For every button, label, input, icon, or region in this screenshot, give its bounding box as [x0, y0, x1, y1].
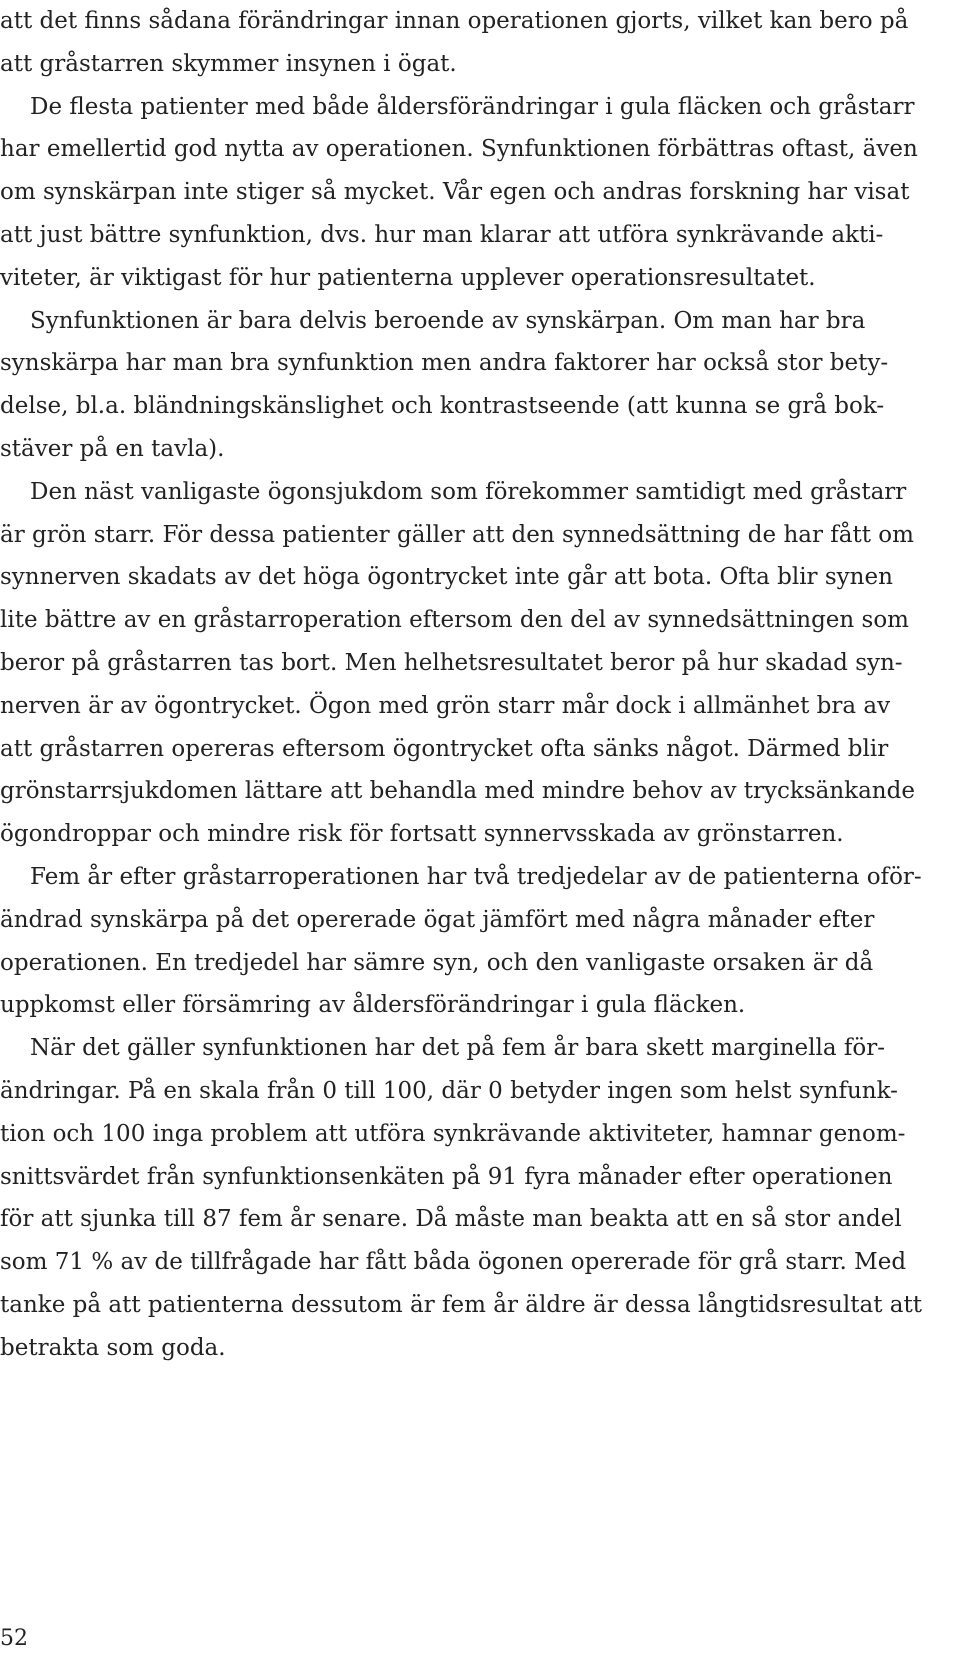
text-line: Fem år efter gråstarroperationen har två tredjedelar av de patienterna oför-	[30, 863, 922, 890]
text-line: ändringar. På en skala från 0 till 100, där 0 betyder ingen som helst synfunk-	[0, 1077, 898, 1104]
text-line: ögondroppar och mindre risk för fortsatt synnervsskada av grönstarren.	[0, 821, 844, 848]
text-line: Den näst vanligaste ögonsjukdom som förekommer samtidigt med gråstarr	[30, 478, 907, 505]
text-line: beror på gråstarren tas bort. Men helhetsresultatet beror på hur skadad syn-	[0, 649, 903, 676]
text-line: att det finns sådana förändringar innan operationen gjorts, vilket kan bero på	[0, 8, 909, 34]
text-line: tion och 100 inga problem att utföra synkrävande aktiviteter, hamnar genom-	[0, 1120, 906, 1147]
text-line: att gråstarren skymmer insynen i ögat.	[0, 50, 457, 77]
text-line: uppkomst eller försämring av åldersförändringar i gula fläcken.	[0, 992, 746, 1019]
text-line: synnerven skadats av det höga ögontrycket inte går att bota. Ofta blir synen	[0, 564, 893, 591]
text-line: har emellertid god nytta av operationen. Synfunktionen förbättras oftast, även	[0, 136, 918, 163]
text-line: ändrad synskärpa på det opererade ögat jämfört med några månader efter	[0, 906, 875, 933]
text-line: lite bättre av en gråstarroperation eftersom den del av synnedsättningen som	[0, 607, 909, 634]
text-line: delse, bl.a. bländningskänslighet och kontrastseende (att kunna se grå bok-	[0, 393, 885, 420]
text-line: är grön starr. För dessa patienter gäller att den synnedsättning de har fått om	[0, 521, 914, 548]
text-line: att just bättre synfunktion, dvs. hur man klarar att utföra synkrävande akti-	[0, 221, 884, 248]
text-line: att gråstarren opereras eftersom ögontrycket ofta sänks något. Därmed blir	[0, 735, 889, 762]
page-number: 52	[0, 1626, 28, 1651]
text-line: betrakta som goda.	[0, 1334, 226, 1361]
text-line: stäver på en tavla).	[0, 435, 225, 462]
text-line: viteter, är viktigast för hur patienterna upplever operationsresultatet.	[0, 264, 816, 291]
text-line: När det gäller synfunktionen har det på fem år bara skett marginella för-	[30, 1035, 885, 1062]
text-line: operationen. En tredjedel har sämre syn, och den vanligaste orsaken är då	[0, 949, 874, 976]
text-line: tanke på att patienterna dessutom är fem år äldre är dessa långtidsresultat att	[0, 1291, 922, 1318]
text-line: synskärpa har man bra synfunktion men andra faktorer har också stor bety-	[0, 350, 889, 377]
text-line: om synskärpan inte stiger så mycket. Vår egen och andras forskning har visat	[0, 179, 910, 206]
text-line: grönstarrsjukdomen lättare att behandla med mindre behov av trycksänkande	[0, 778, 915, 805]
text-line: nerven är av ögontrycket. Ögon med grön starr mår dock i allmänhet bra av	[0, 692, 891, 719]
text-line: snittsvärdet från synfunktionsenkäten på 91 fyra månader efter operationen	[0, 1163, 893, 1190]
text-line: som 71 % av de tillfrågade har fått båda ögonen opererade för grå starr. Med	[0, 1249, 907, 1276]
text-line: för att sjunka till 87 fem år senare. Då måste man beakta att en så stor andel	[0, 1206, 902, 1233]
text-line: De flesta patienter med både åldersförändringar i gula fläcken och gråstarr	[30, 93, 915, 120]
text-line: Synfunktionen är bara delvis beroende av synskärpan. Om man har bra	[30, 307, 866, 334]
